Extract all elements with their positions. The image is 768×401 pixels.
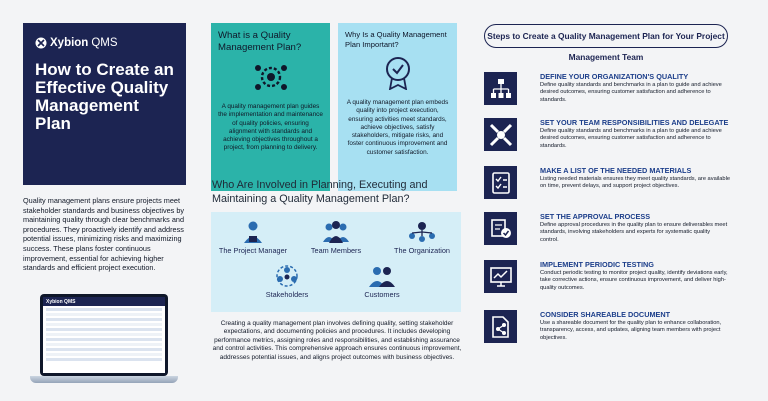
step-define-quality xyxy=(484,72,734,112)
role-label: The Organization xyxy=(394,246,450,255)
why-important-body: A quality management plan embeds quality into project execution, ensuring activities meet standards, achieve objectives, satisfy stakeholders, mitigate risks, and foster continuous improvement and customer satisfaction. xyxy=(346,99,449,156)
checklist-icon xyxy=(484,166,517,199)
role-label: Team Members xyxy=(310,246,362,255)
step-heading: SET YOUR TEAM RESPONSIBILITIES AND DELEGATE xyxy=(540,118,729,127)
step-text: Define quality standards and benchmarks in a plan to guide and achieve desired outcomes, ensuring customer satisfaction and adherence to standards. xyxy=(540,128,722,149)
role-label: The Project Manager xyxy=(218,246,288,255)
xybion-logo-icon xyxy=(35,37,47,49)
what-is-card xyxy=(211,23,330,191)
closing-paragraph: Creating a quality management plan involves defining quality, setting stakeholder expectations, and documenting policies and procedures. It includes developing performance metrics, assigning roles and responsibilities, and establishing assurance and control activities. This comprehensive approach ensures continuous improvement, addresses potential issues, and aligns project outcomes with business objectives. xyxy=(212,320,462,361)
org-chart-icon xyxy=(484,72,517,105)
step-approval-process xyxy=(484,212,734,252)
role-project-manager xyxy=(217,220,289,255)
laptop-screen xyxy=(40,294,168,376)
who-panel xyxy=(211,212,461,312)
brand-logo xyxy=(35,37,174,49)
laptop-base xyxy=(30,376,178,383)
brand-name: Xybion xyxy=(50,37,89,49)
step-shareable-document xyxy=(484,310,734,350)
role-team-members xyxy=(305,220,367,255)
what-is-body: A quality management plan guides the implementation and maintenance of quality policies, ensuring alignment with standards and achieving objectives throughout a project, from planning to delivery. xyxy=(218,103,323,152)
page-title: How to Create an Effective Quality Management Plan xyxy=(35,60,174,133)
brand-product: QMS xyxy=(91,37,118,49)
screen-brand: Xybion QMS xyxy=(46,298,76,305)
organization-icon xyxy=(407,220,437,244)
project-manager-icon xyxy=(240,220,266,244)
step-heading: CONSIDER SHAREABLE DOCUMENT xyxy=(540,310,671,319)
customers-icon xyxy=(367,264,397,288)
step-text: Define quality standards and benchmarks in a plan to guide and achieve desired outcomes, ensuring customer satisfaction and adherence to standards. xyxy=(540,82,722,103)
team-hands-icon xyxy=(484,118,517,151)
step-periodic-testing xyxy=(484,260,734,300)
step-text: Conduct periodic testing to monitor project quality, identify deviations early, take corrective actions, ensure continuous improvement, and deliver high-quality outcomes. xyxy=(540,270,728,291)
why-important-card xyxy=(338,23,457,191)
quality-badge-icon xyxy=(384,56,412,90)
hero-banner xyxy=(23,23,186,185)
what-is-title: What is a Quality Management Plan? xyxy=(218,30,302,53)
step-heading: DEFINE YOUR ORGANIZATION'S QUALITY xyxy=(540,72,689,81)
why-important-title: Why Is a Quality Management Plan Important? xyxy=(345,30,447,49)
approval-icon xyxy=(484,212,517,245)
testing-chart-icon xyxy=(484,260,517,293)
who-section-title: Who Are Involved in Planning, Executing and Maintaining a Quality Management Plan? xyxy=(212,179,428,205)
stakeholders-icon xyxy=(274,264,300,288)
role-customers xyxy=(357,264,407,299)
step-text: Define approval procedures in the quality plan to ensure deliverables meet standards, involving stakeholders and experts for systematic quality control. xyxy=(540,222,728,243)
role-stakeholders xyxy=(257,264,317,299)
share-document-icon xyxy=(484,310,517,343)
step-heading: SET THE APPROVAL PROCESS xyxy=(540,212,651,221)
step-text: Use a shareable document for the quality plan to enhance collaboration, transparency, access, and updates, aligning team members with project objectives. xyxy=(540,320,722,341)
step-heading: IMPLEMENT PERIODIC TESTING xyxy=(540,260,654,269)
gears-team-icon xyxy=(251,60,291,94)
role-label: Customers xyxy=(364,290,400,299)
step-needed-materials xyxy=(484,166,734,206)
step-heading: MAKE A LIST OF THE NEEDED MATERIALS xyxy=(540,166,692,175)
steps-title: Steps to Create a Quality Management Plan for Your Project Management Team xyxy=(487,31,725,62)
role-organization xyxy=(387,220,457,255)
step-team-responsibilities xyxy=(484,118,734,158)
role-label: Stakeholders xyxy=(265,290,309,299)
intro-paragraph: Quality management plans ensure projects meet stakeholder standards and business objectives by maintaining quality through clear benchmarks and procedures. They proactively identify and address potential issues, minimizing risks and maximizing success. These plans foster continuous improvement, essential for achieving higher standards and efficient project execution. xyxy=(23,196,185,273)
step-text: Listing needed materials ensures they meet quality standards, are available on time, prevent delays, and support project objectives. xyxy=(540,176,731,190)
team-members-icon xyxy=(321,220,351,244)
laptop-illustration xyxy=(30,290,178,390)
